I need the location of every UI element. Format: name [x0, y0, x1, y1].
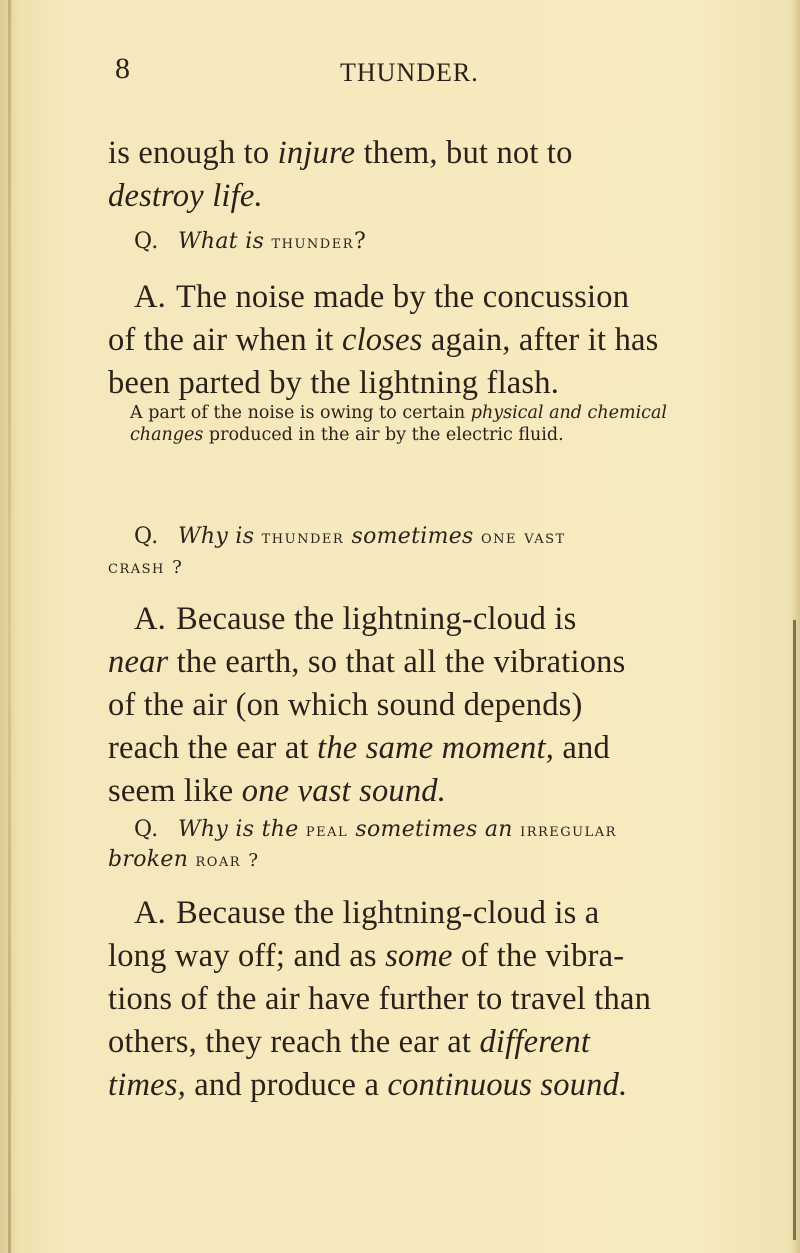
line: changes produced in the air by the electric fluid.	[130, 425, 564, 445]
page-edge-line	[793, 620, 796, 1240]
line: crash ?	[108, 557, 184, 578]
line: of the air (on which sound depends)	[108, 687, 583, 723]
line: Q. Why is thunder sometimes one vast	[134, 524, 566, 549]
footnote-physical-chemical	[120, 402, 770, 446]
line: near the earth, so that all the vibrations	[108, 644, 626, 680]
line: been parted by the lightning flash.	[108, 365, 560, 401]
question-one-vast-crash	[108, 522, 754, 582]
answer-one-vast-crash	[108, 598, 738, 813]
page-header	[0, 52, 800, 92]
line: Q. Why is the peal sometimes an irregular	[134, 817, 617, 842]
line: A. The noise made by the concussion	[134, 279, 630, 315]
line: seem like one vast sound.	[108, 773, 447, 809]
question-irregular-roar	[108, 815, 754, 875]
line: reach the ear at the same moment, and	[108, 730, 610, 766]
answer-what-is-thunder	[108, 276, 738, 405]
line: destroy life.	[108, 178, 263, 214]
running-head: THUNDER.	[340, 58, 479, 87]
answer-irregular-roar	[108, 892, 738, 1107]
line: A. Because the lightning-cloud is a	[134, 895, 600, 931]
line: times, and produce a continuous sound.	[108, 1067, 628, 1103]
question-what-is-thunder: Q. What is thunder?	[134, 229, 367, 254]
line: broken roar ?	[108, 847, 260, 872]
page-gutter-shadow	[8, 0, 11, 1253]
line: A. Because the lightning-cloud is	[134, 601, 577, 637]
line: others, they reach the ear at different	[108, 1024, 591, 1060]
line: long way off; and as some of the vibra-	[108, 938, 625, 974]
continuation-paragraph	[108, 132, 738, 218]
page-number: 8	[115, 52, 130, 85]
line: of the air when it closes again, after it has	[108, 322, 659, 358]
line: A part of the noise is owing to certain physical and chemical	[130, 403, 668, 423]
line: is enough to injure them, but not to	[108, 135, 573, 171]
line: tions of the air have further to travel than	[108, 981, 652, 1017]
